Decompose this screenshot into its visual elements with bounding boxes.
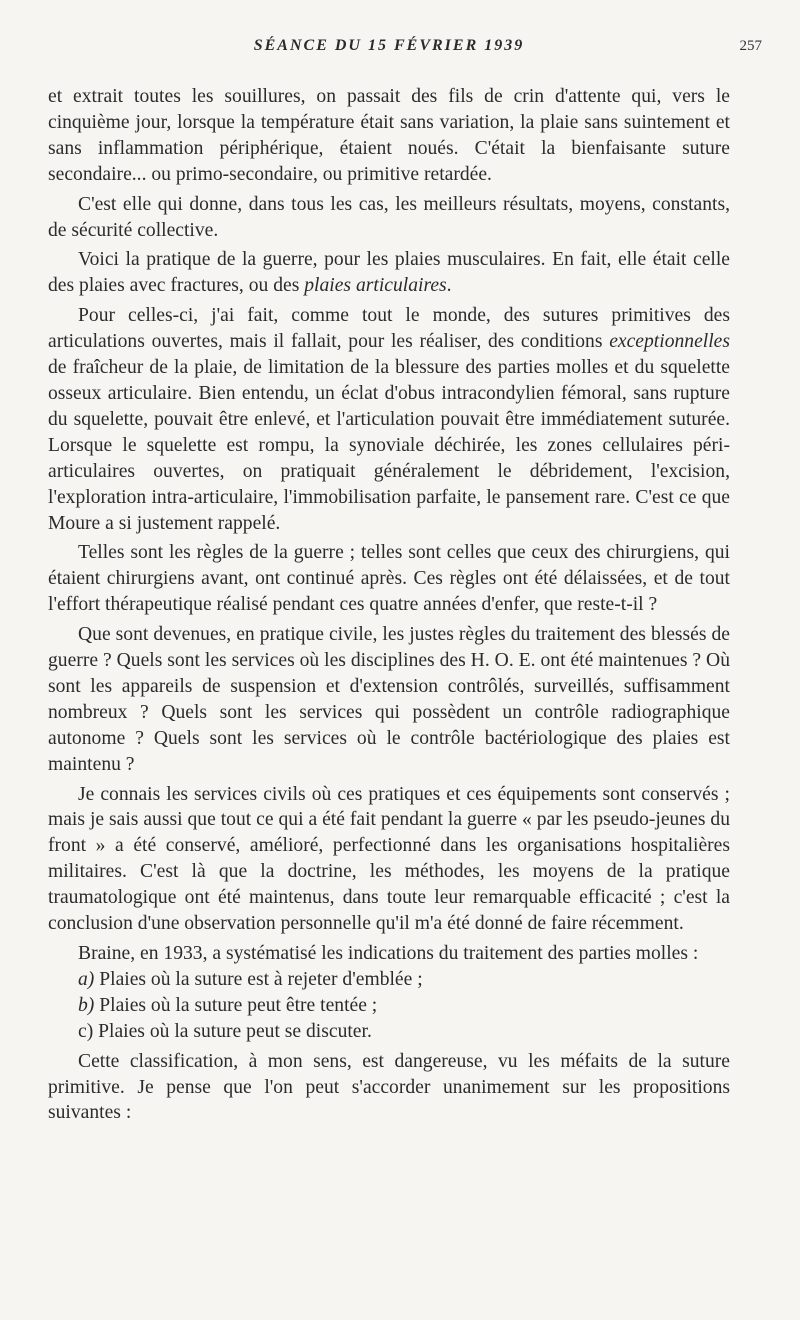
paragraph-text: . xyxy=(446,275,452,297)
running-title: SÉANCE DU 15 FÉVRIER 1939 xyxy=(253,37,525,54)
italic-term: plaies articulaires xyxy=(304,275,447,297)
paragraph: Cette classification, à mon sens, est dangereuse, vu les méfaits de la suture primitive. Je pense que l'on peut s'accorder unanimement sur les propositions suivantes : xyxy=(48,1050,730,1124)
list-item xyxy=(48,967,730,993)
page-number: 257 xyxy=(739,38,762,54)
list-item xyxy=(48,993,730,1019)
paragraph: Que sont devenues, en pratique civile, les justes règles du traitement des blessés de guerre ? Quels sont les services où les disciplines des H. O. E. ont été maintenues ? Où sont les appareils de suspension et d'extension contrôlés, surveillés, suffisamment nombreux ? Quels sont les services qui possèdent un contrôle radiographique autonome ? Quels sont les services où le contrôle bactériologique des plaies est maintenu ? xyxy=(48,624,730,775)
paragraph: C'est elle qui donne, dans tous les cas, les meilleurs résultats, moyens, constants, de sécurité collective. xyxy=(48,193,730,241)
list-marker: c) xyxy=(78,1020,94,1042)
paragraph: et extrait toutes les souillures, on passait des fils de crin d'attente qui, vers le cinquième jour, lorsque la température était sans variation, la plaie sans suintement et sans inflammation périphérique, étaient noués. C'était la bienfaisante suture secondaire... ou primo-secondaire, ou primitive retardée. xyxy=(48,86,730,185)
list-marker: a) xyxy=(78,968,95,990)
list-item xyxy=(48,1019,730,1045)
list-text: Plaies où la suture est à rejeter d'emblée ; xyxy=(94,968,423,990)
page-header xyxy=(48,34,762,58)
paragraph xyxy=(48,303,730,536)
paragraph xyxy=(48,247,730,299)
list-text: Plaies où la suture peut être tentée ; xyxy=(94,994,378,1016)
paragraph: Telles sont les règles de la guerre ; telles sont celles que ceux des chirurgiens, qui étaient chirurgiens avant, ont continué après. Ces règles ont été délaissées, et de tout l'effort thérapeutique réalisé pendant ces quatre années d'enfer, que reste-t-il ? xyxy=(48,542,730,616)
italic-term: exceptionnelles xyxy=(609,331,730,353)
paragraph: Je connais les services civils où ces pratiques et ces équipements sont conservés ; mais je sais aussi que tout ce qui a été fait pendant la guerre « par les pseudo-jeunes du front » a été conservé, amélioré, perfectionné dans les organisations hospitalières militaires. C'est là que la doctrine, les méthodes, les moyens de la pratique traumatologique ont été maintenus, dans toute leur remarquable efficacité ; c'est la conclusion d'une observation personnelle qu'il m'a été donné de faire récemment. xyxy=(48,783,730,935)
list-text: Plaies où la suture peut se discuter. xyxy=(93,1020,372,1042)
paragraph: Braine, en 1933, a systématisé les indications du traitement des parties molles : xyxy=(78,943,699,964)
list-marker: b) xyxy=(78,994,95,1016)
paragraph-text: Voici la pratique de la guerre, pour les plaies musculaires. En fait, elle était celle des plaies avec fractures, ou des xyxy=(48,249,730,297)
paragraph-text: Pour celles-ci, j'ai fait, comme tout le monde, des sutures primitives des articulations ouvertes, mais il fallait, pour les réaliser, des conditions xyxy=(48,305,730,353)
paragraph-text: de fraîcheur de la plaie, de limitation de la blessure des parties molles et du squelette osseux articulaire. Bien entendu, un éclat d'obus intracondylien fémoral, sans rupture du squelette, pouvait être enlevé, et l'articulation pouvait être immédiatement suturée. Lorsque le squelette est rompu, la synoviale déchirée, les zones cellulaires péri-articulaires ouvertes, on pratiquait généralement le débridement, l'excision, l'exploration intra-articulaire, l'immobilisation parfaite, le pansement rare. C'est ce que Moure a si justement rappelé. xyxy=(48,357,730,534)
body-text xyxy=(48,84,730,1126)
